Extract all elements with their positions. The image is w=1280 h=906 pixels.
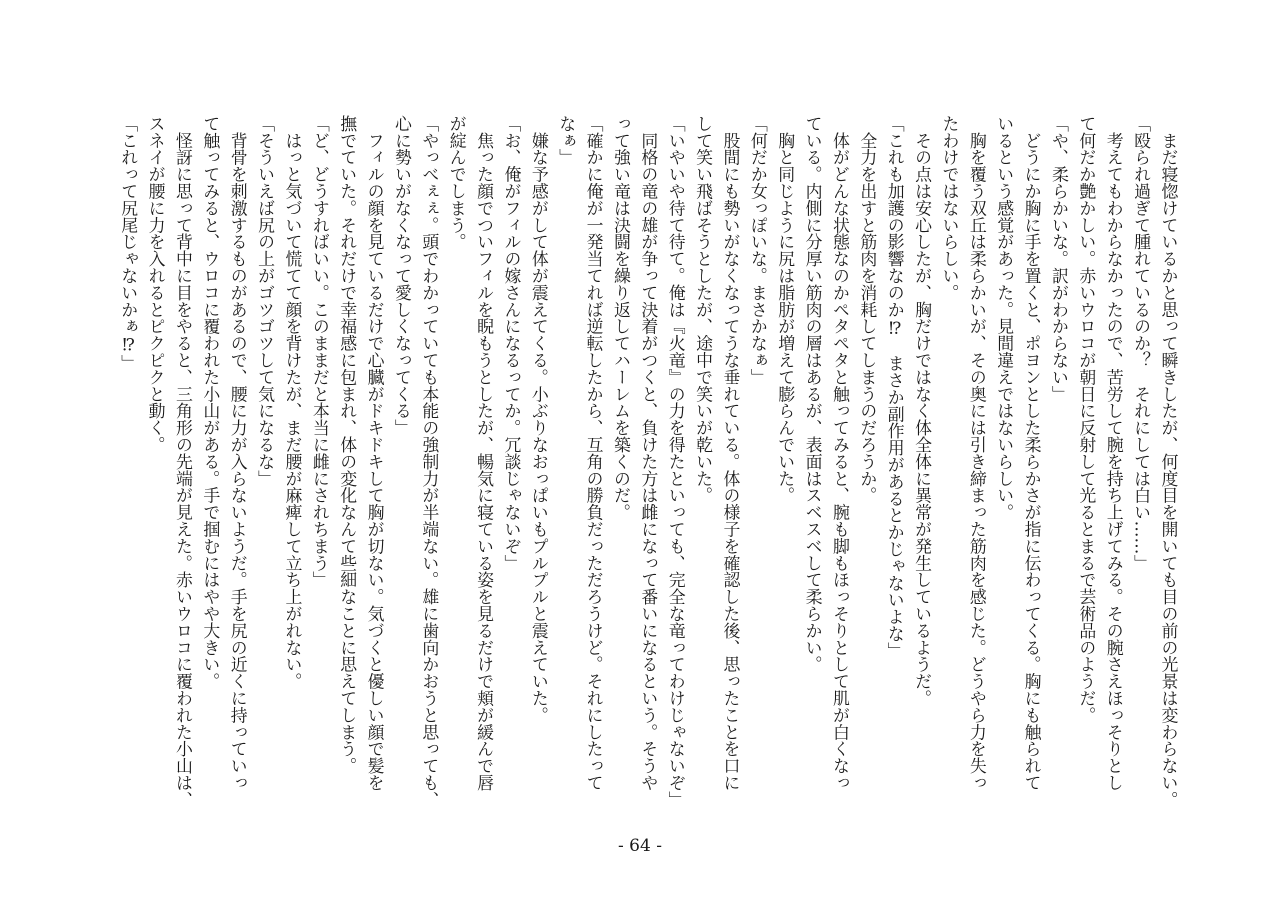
text-column: 同格の竜の雄が争って決着がつくと、負けた方は雌になって番いになるという。そうや <box>638 115 659 791</box>
text-column: て何だか艶かしい。赤いウロコが朝日に反射して光るとまるで芸術品のようだ。 <box>1076 115 1097 724</box>
text-column: ている。内側に分厚い筋肉の層はあるが、表面はスベスベして柔らかい。 <box>803 115 824 673</box>
text-column: 胸と同じように尻は脂肪が増えて膨らんでいた。 <box>775 115 796 504</box>
text-column: 「何だか女っぽいな。まさかなぁ」 <box>748 115 769 386</box>
text-column: 焦った顔でついフィルを睨もうとしたが、暢気に寝ている姿を見るだけで頬が緩んで唇 <box>474 115 495 791</box>
text-column: 「これも加護の影響なのか⁉ まさか副作用があるとかじゃないよな」 <box>885 115 906 659</box>
text-column: まだ寝惚けているかと思って瞬きしたが、何度目を開いても目の前の光景は変わらない。 <box>1159 115 1179 808</box>
text-column: 「殴られ過ぎて腫れているのか？ それにしては白い……」 <box>1131 115 1152 572</box>
text-column: 怪訝に思って背中に目をやると、三角形の先端が見えた。赤いウロコに覆われた小山は、 <box>173 115 194 808</box>
text-column: どうにか胸に手を置くと、ポヨンとした柔らかさが指に伝わってくる。胸にも触られて <box>1022 115 1043 791</box>
text-column: たわけではないらしい。 <box>940 115 960 301</box>
text-column: が綻んでしまう。 <box>447 115 468 251</box>
text-column: 「そういえば尻の上がゴツゴツして気になるな」 <box>255 115 276 487</box>
text-column: その点は安心したが、胸だけではなく体全体に異常が発生しているようだ。 <box>912 115 933 707</box>
text-column: 全力を出すと筋肉を消耗してしまうのだろうか。 <box>857 115 878 504</box>
text-column: はっと気づいて慌てて顔を背けたが、まだ腰が麻痺して立ち上がれない。 <box>283 115 303 690</box>
text-column: 嫌な予感がして体が震えてくる。小ぶりなおっぱいもプルプルと震えていた。 <box>529 115 550 724</box>
text-column: 背骨を刺激するものがあるので、腰に力が入らないようだ。手を尻の近くに持っていっ <box>228 115 249 791</box>
text-column: フィルの顔を見ているだけで心臓がドキドキして胸が切ない。気づくと優しい顔で髪を <box>365 115 386 791</box>
text-column: って強い竜は決闘を繰り返してハーレムを築くのだ。 <box>611 115 632 521</box>
text-column: 股間にも勢いがなくなってうな垂れている。体の様子を確認した後、思ったことを口に <box>721 115 741 791</box>
text-column: なぁ」 <box>556 115 577 166</box>
text-column: 「やっべぇぇ。頭でわかっていても本能の強制力が半端ない。雄に歯向かおうと思っても、 <box>419 115 440 808</box>
text-column: 心に勢いがなくなって愛しくなってくる」 <box>392 115 413 437</box>
text-column: 「これって尻尾じゃないかぁ⁉」 <box>118 115 139 372</box>
text-column: 「ど、どうすればいい。このままだと本当に雌にされちまう」 <box>310 115 331 589</box>
text-column: 「いやいや待て待て。俺は『火竜』の力を得たといっても、完全な竜ってわけじゃないぞ」 <box>666 115 687 808</box>
page-number: - 64 - <box>618 836 662 856</box>
text-column: 「お、俺がフィルの嫁さんになるってか。冗談じゃないぞ」 <box>502 115 522 572</box>
text-column: 考えてもわからなかったので、苦労して腕を持ち上げてみる。その腕さえほっそりとし <box>1104 115 1125 791</box>
text-column: 撫でていた。それだけで幸福感に包まれ、体の変化なんて些細なことに思えてしまう。 <box>337 115 358 775</box>
text-column: いるという感覚があった。見間違えではないらしい。 <box>994 115 1015 521</box>
text-column: して笑い飛ばそうとしたが、途中で笑いが乾いた。 <box>693 115 714 504</box>
text-column: 胸を覆う双丘は柔らかいが、その奥には引き締まった筋肉を感じた。どうやら力を失っ <box>967 115 988 791</box>
text-column: 体がどんな状態なのかペタペタと触ってみると、腕も脚もほっそりとして肌が白くなっ <box>830 115 851 791</box>
text-column: て触ってみると、ウロコに覆われた小山がある。手で掴むにはやや大きい。 <box>200 115 221 690</box>
vertical-body-text <box>114 115 1182 808</box>
text-column: スネイが腰に力を入れるとピクピクと動く。 <box>146 115 167 453</box>
text-column: 「確かに俺が一発当てれば逆転したから、互角の勝負だっただろうけど。それにしたって <box>584 115 605 791</box>
text-column: 「や、柔らかいな。訳がわからない」 <box>1049 115 1070 403</box>
